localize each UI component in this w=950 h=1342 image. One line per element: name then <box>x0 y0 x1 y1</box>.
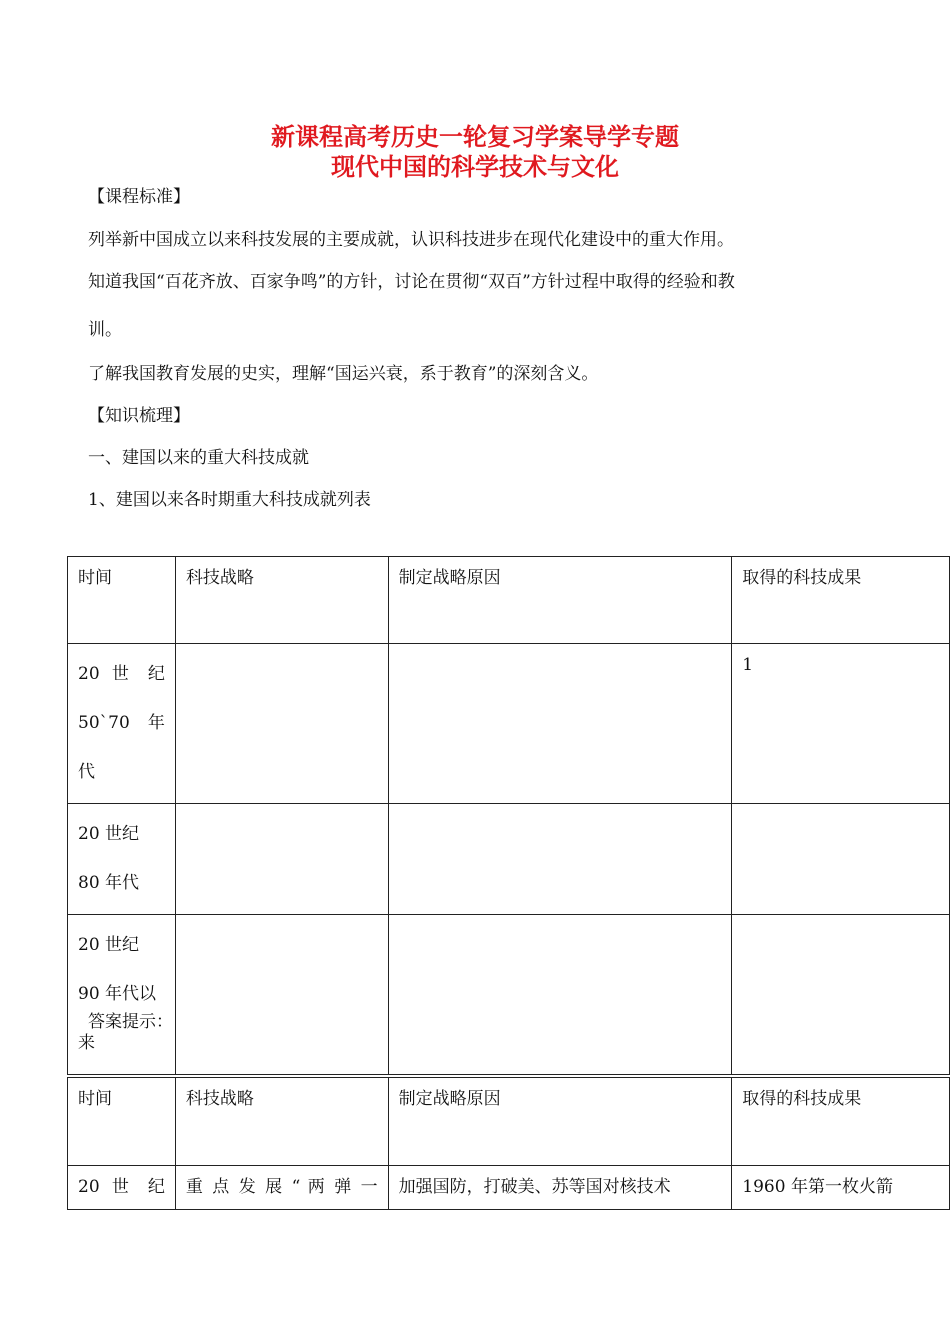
reason-cell: 加强国防，打破美、苏等国对核技术 <box>388 1166 732 1210</box>
result-cell: 1 <box>732 644 950 804</box>
document-title-line2: 现代中国的科学技术与文化 <box>331 153 619 181</box>
table-row <box>68 915 950 1075</box>
period-cell: 20 世纪 90 年代以来 <box>68 915 176 1075</box>
standard-item-3: 了解我国教育发展的史实，理解“国运兴衰，系于教育”的深刻含义。 <box>88 364 599 384</box>
heading-achievements: 一、建国以来的重大科技成就 <box>88 448 309 468</box>
standard-item-2: 知道我国“百花齐放、百家争鸣”的方针，讨论在贯彻“双百”方针过程中取得的经验和教 <box>88 272 735 292</box>
period-cell: 20 世 纪 <box>68 1166 176 1210</box>
table-row <box>68 804 950 915</box>
result-cell: 1960 年第一枚火箭 <box>732 1166 950 1210</box>
header-strategy: 科技战略 <box>175 557 388 644</box>
standard-item-1: 列举新中国成立以来科技发展的主要成就，认识科技进步在现代化建设中的重大作用。 <box>88 230 734 250</box>
reason-cell <box>388 644 732 804</box>
strategy-cell: 重 点 发 展 “ 两 弹 一 <box>175 1166 388 1210</box>
period-cell: 20 世纪 80 年代 <box>68 804 176 915</box>
table-row <box>68 644 950 804</box>
reason-cell <box>388 915 732 1075</box>
result-cell <box>732 915 950 1075</box>
result-cell <box>732 804 950 915</box>
answer-table <box>67 1077 950 1210</box>
heading-achievements-table: 1、建国以来各时期重大科技成就列表 <box>88 490 371 510</box>
table-row <box>68 1166 950 1210</box>
reason-cell <box>388 804 732 915</box>
header-time: 时间 <box>68 1078 176 1166</box>
strategy-cell <box>175 915 388 1075</box>
standard-item-2-continued: 训。 <box>88 320 122 340</box>
table-header-row <box>68 557 950 644</box>
document-title-line1: 新课程高考历史一轮复习学案导学专题 <box>271 123 679 151</box>
period-cell: 20 世 纪 50`70 年代 <box>68 644 176 804</box>
header-result: 取得的科技成果 <box>732 1078 950 1166</box>
header-reason: 制定战略原因 <box>388 557 732 644</box>
answer-hint-label: 答案提示： <box>88 1012 173 1032</box>
section-standard-heading: 【课程标准】 <box>88 187 190 207</box>
header-reason: 制定战略原因 <box>388 1078 732 1166</box>
header-result: 取得的科技成果 <box>732 557 950 644</box>
section-knowledge-heading: 【知识梳理】 <box>88 406 190 426</box>
table-header-row <box>68 1078 950 1166</box>
achievements-table <box>67 556 950 1075</box>
strategy-cell <box>175 804 388 915</box>
header-strategy: 科技战略 <box>175 1078 388 1166</box>
strategy-cell <box>175 644 388 804</box>
header-time: 时间 <box>68 557 176 644</box>
